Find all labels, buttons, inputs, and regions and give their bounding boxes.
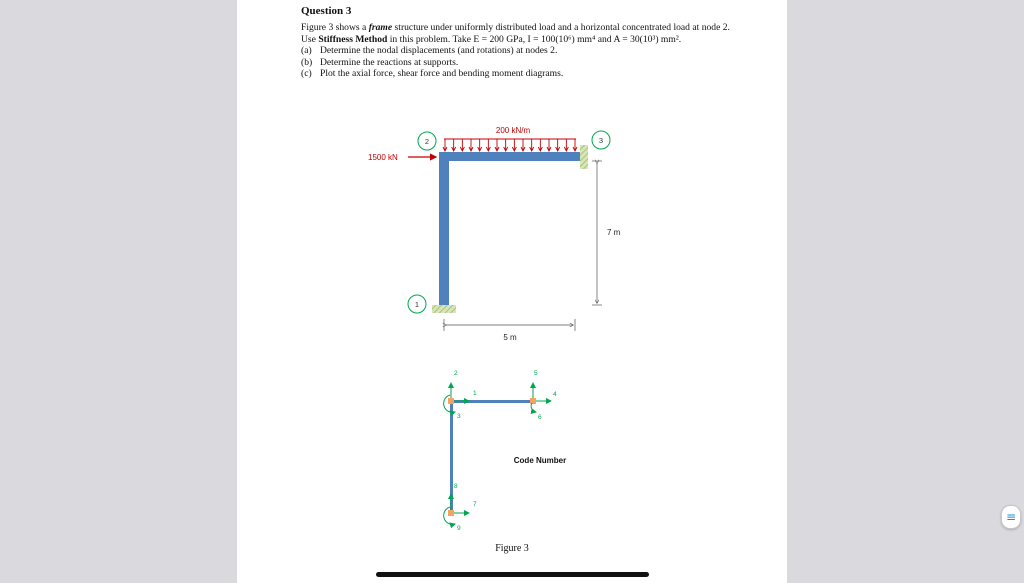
item-label: (a): [301, 45, 312, 57]
code-number-diagram: [444, 370, 567, 532]
distributed-load: [443, 126, 577, 151]
code-number: 7: [473, 501, 477, 508]
span-label: 5 m: [503, 333, 517, 342]
item-label: (b): [301, 56, 313, 68]
home-indicator-bar[interactable]: [376, 572, 649, 577]
frame-structure: [432, 145, 588, 313]
intro-text-2: structure under uniformly distributed load and a horizontal concentrated load at node 2. Use: [301, 22, 730, 45]
menu-icon[interactable]: ≡: [1001, 505, 1021, 529]
fixed-support-3: [580, 145, 588, 169]
node-label: 2: [424, 137, 430, 146]
code-number: 8: [454, 483, 458, 490]
node-3: [592, 131, 610, 149]
span-dimension: [444, 319, 575, 331]
node-1: [408, 295, 426, 313]
node-label: 1: [414, 300, 420, 309]
item-text: Determine the nodal displacements (and rotations) at nodes 2.: [320, 45, 558, 57]
code-number: 4: [553, 391, 557, 398]
joint-marker: [448, 398, 454, 404]
item-text: Plot the axial force, shear force and bending moment diagrams.: [320, 68, 564, 80]
node-label: 3: [598, 136, 604, 145]
code-number: 9: [457, 525, 461, 532]
height-label: 7 m: [607, 228, 621, 237]
column-member: [439, 152, 449, 305]
question-title: Question 3: [301, 5, 352, 17]
document-page: [237, 0, 787, 583]
joint-marker: [448, 510, 454, 516]
method-name: Stiffness Method: [318, 33, 388, 45]
code-number-caption: Code Number: [513, 456, 567, 465]
item-text: Determine the reactions at supports.: [320, 56, 459, 68]
code-number: 5: [534, 370, 538, 377]
code-number: 3: [457, 413, 461, 420]
fixed-support-1: [432, 305, 456, 313]
item-label: (c): [301, 68, 312, 80]
point-load-label: 1500 kN: [368, 153, 398, 162]
beam-member: [439, 152, 580, 161]
intro-text: Figure 3 shows a: [301, 22, 369, 33]
intro-text-3: in this problem. Take E = 200 GPa, I = 100(10⁶) mm⁴ and A = 30(10³) mm².: [387, 33, 682, 45]
code-number: 1: [473, 390, 477, 397]
height-dimension: [592, 161, 602, 305]
node-2: [418, 132, 436, 150]
udl-label: 200 kN/m: [495, 126, 531, 135]
figure-3: [237, 0, 787, 583]
point-load: [368, 153, 436, 162]
joint-marker: [530, 398, 536, 404]
udl-arrows: [443, 139, 577, 151]
frame-word: frame: [368, 22, 393, 33]
code-number: 6: [538, 414, 542, 421]
code-arrow-rotation: [531, 403, 536, 412]
figure-caption: Figure 3: [495, 543, 529, 554]
code-number: 2: [454, 370, 458, 377]
